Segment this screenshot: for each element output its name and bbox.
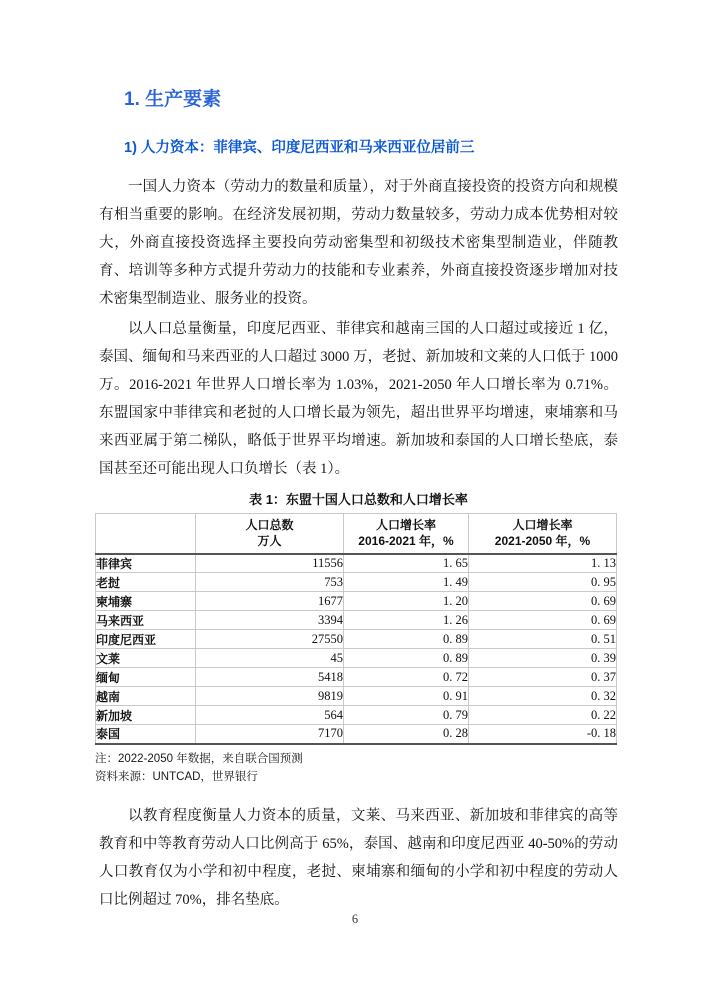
subsection-heading: 1) 人力资本：菲律宾、印度尼西亚和马来西亚位居前三 <box>124 140 475 156</box>
growth-2016-2021-cell: 1. 26 <box>344 611 469 630</box>
country-cell: 缅甸 <box>96 668 196 687</box>
page-number: 6 <box>351 912 359 926</box>
table-header-label: 人口增长率 <box>512 518 573 533</box>
population-cell: 3394 <box>196 611 344 630</box>
country-cell: 新加坡 <box>96 706 196 725</box>
table-row <box>96 554 617 573</box>
growth-2016-2021-cell: 0. 79 <box>344 706 469 725</box>
country-cell: 泰国 <box>96 725 196 744</box>
table-row <box>96 592 617 611</box>
growth-2016-2021-cell: 1. 49 <box>344 573 469 592</box>
growth-2016-2021-cell: 0. 89 <box>344 630 469 649</box>
growth-2021-2050-cell: 0. 69 <box>469 611 617 630</box>
table-header-country <box>96 514 196 554</box>
country-cell: 菲律宾 <box>96 554 196 573</box>
paragraph-population: 以人口总量衡量，印度尼西亚、菲律宾和越南三国的人口超过或接近 1 亿，泰国、缅甸和马来西亚的人口超过 3000 万，老挝、新加坡和文莱的人口低于 1000 万。2016-2021 年世界人口增长率为 1.03%，2021-2050 年人口增长率为 0.71%。东盟国家中菲律宾和老挝的人口增长最为领先，超出世界平均增速，柬埔寨和马来西亚属于第二梯队，略低于世界平均增速。新加坡和泰国的人口增长垫底，泰国甚至还可能出现人口负增长（表 1）。 <box>99 321 618 477</box>
growth-2021-2050-cell: 0. 69 <box>469 592 617 611</box>
population-cell: 753 <box>196 573 344 592</box>
table-header-unit: 2021-2050 年，% <box>494 534 591 549</box>
table-row <box>96 611 617 630</box>
table-header-row <box>96 514 617 554</box>
table-header-label: 人口增长率 <box>375 518 436 533</box>
table-source: 资料来源：UNTCAD，世界银行 <box>95 770 258 783</box>
growth-2016-2021-cell: 0. 89 <box>344 649 469 668</box>
table-header-label: 人口总数 <box>245 518 294 533</box>
table-header-growth-2021-2050 <box>469 514 617 554</box>
population-cell: 1677 <box>196 592 344 611</box>
growth-2016-2021-cell: 0. 72 <box>344 668 469 687</box>
population-cell: 564 <box>196 706 344 725</box>
table-row <box>96 687 617 706</box>
growth-2021-2050-cell: 0. 39 <box>469 649 617 668</box>
country-cell: 马来西亚 <box>96 611 196 630</box>
growth-2021-2050-cell: 1. 13 <box>469 554 617 573</box>
table-header-growth-2016-2021 <box>344 514 469 554</box>
growth-2021-2050-cell: 0. 95 <box>469 573 617 592</box>
growth-2016-2021-cell: 0. 28 <box>344 725 469 744</box>
page-content <box>95 0 618 914</box>
growth-2021-2050-cell: 0. 32 <box>469 687 617 706</box>
paragraph-human-capital: 一国人力资本（劳动力的数量和质量），对于外商直接投资的投资方向和规模有相当重要的影响。在经济发展初期，劳动力数量较多，劳动力成本优势相对较大，外商直接投资选择主要投向劳动密集型和初级技术密集型制造业，伴随教育、培训等多种方式提升劳动力的技能和专业素养，外商直接投资逐步增加对技术密集型制造业、服务业的投资。 <box>99 179 618 307</box>
growth-2021-2050-cell: 0. 51 <box>469 630 617 649</box>
table-header-population <box>196 514 344 554</box>
country-cell: 越南 <box>96 687 196 706</box>
table-row <box>96 573 617 592</box>
table-row <box>96 630 617 649</box>
population-cell: 45 <box>196 649 344 668</box>
table-row <box>96 668 617 687</box>
growth-2016-2021-cell: 1. 20 <box>344 592 469 611</box>
table-header-unit: 2016-2021 年，% <box>358 534 454 549</box>
table-note: 注：2022-2050 年数据，来自联合国预测 <box>95 752 303 765</box>
population-cell: 9819 <box>196 687 344 706</box>
table-row <box>96 649 617 668</box>
section-heading: 1. 生产要素 <box>124 89 222 110</box>
paragraph-education: 以教育程度衡量人力资本的质量，文莱、马来西亚、新加坡和菲律宾的高等教育和中等教育劳动人口比例高于 65%，泰国、越南和印度尼西亚 40-50%的劳动人口教育仅为小学和初中程度，老挝、柬埔寨和缅甸的小学和初中程度的劳动人口比例超过 70%，排名垫底。 <box>99 807 618 908</box>
table-row <box>96 725 617 744</box>
table-header-unit: 万人 <box>257 534 282 549</box>
country-cell: 文莱 <box>96 649 196 668</box>
population-cell: 7170 <box>196 725 344 744</box>
population-cell: 11556 <box>196 554 344 573</box>
population-cell: 5418 <box>196 668 344 687</box>
growth-2016-2021-cell: 1. 65 <box>344 554 469 573</box>
table-caption: 表 1：东盟十国人口总数和人口增长率 <box>249 492 468 507</box>
growth-2021-2050-cell: 0. 37 <box>469 668 617 687</box>
country-cell: 老挝 <box>96 573 196 592</box>
growth-2016-2021-cell: 0. 91 <box>344 687 469 706</box>
population-table <box>95 513 617 745</box>
growth-2021-2050-cell: -0. 18 <box>469 725 617 744</box>
country-cell: 柬埔寨 <box>96 592 196 611</box>
population-cell: 27550 <box>196 630 344 649</box>
table-row <box>96 706 617 725</box>
growth-2021-2050-cell: 0. 22 <box>469 706 617 725</box>
country-cell: 印度尼西亚 <box>96 630 196 649</box>
